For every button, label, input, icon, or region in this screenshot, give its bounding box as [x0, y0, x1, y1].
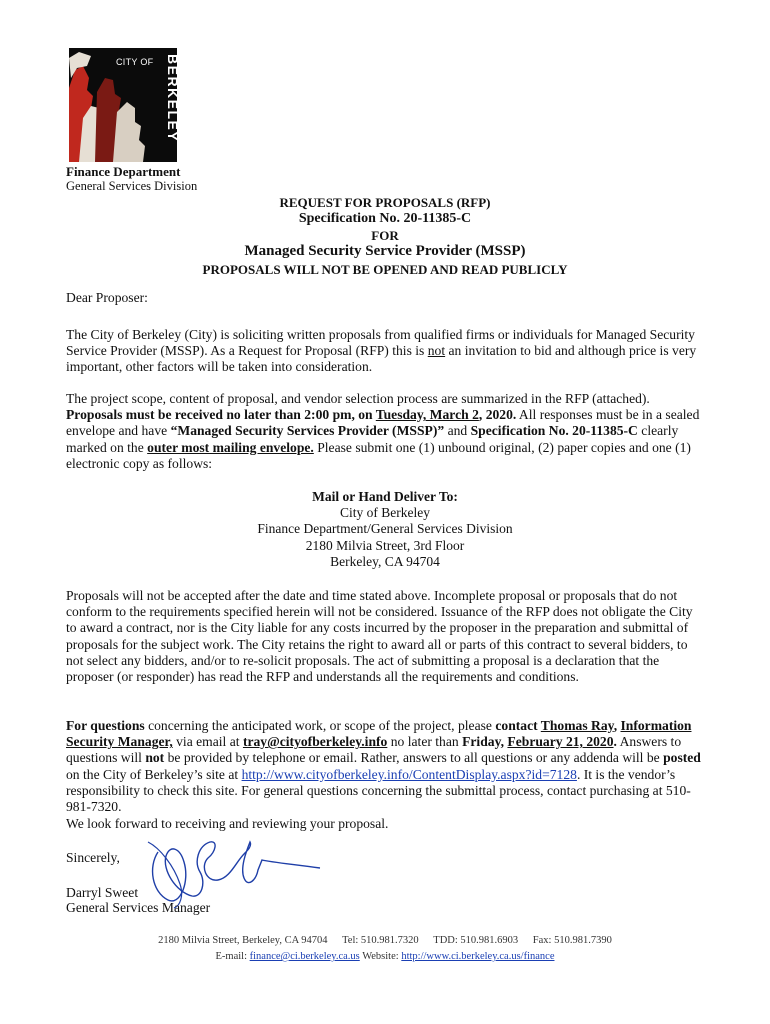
footer-tel: Tel: 510.981.7320 — [342, 935, 419, 946]
footer-fax: Fax: 510.981.7390 — [532, 935, 612, 946]
address-line: 2180 Milvia Street, 3rd Floor — [305, 537, 465, 553]
specification-number: Specification No. 20-11385-C — [298, 211, 472, 226]
department-name: Finance Department — [66, 164, 181, 179]
footer-website-link[interactable]: http://www.ci.berkeley.ca.us/finance — [401, 951, 555, 962]
paragraph-closing: We look forward to receiving and reviewing your proposal. — [66, 816, 389, 831]
contact-email-link[interactable]: tray@cityofberkeley.info — [242, 734, 388, 750]
content-display-link[interactable]: http://www.cityofberkeley.info/ContentDisplay.aspx?id=7128 — [241, 766, 577, 782]
public-opening-notice: PROPOSALS WILL NOT BE OPENED AND READ PUBLICLY — [202, 262, 568, 277]
division-name: General Services Division — [66, 179, 198, 193]
footer-web-line: E-mail: finance@ci.berkeley.ca.us Website: http://www.ci.berkeley.ca.us/finance — [215, 951, 555, 962]
logo-berkeley-text: BERKELEY — [165, 54, 181, 143]
mailing-address-block — [0, 489, 770, 570]
title-for: FOR — [371, 228, 399, 243]
address-heading: Mail or Hand Deliver To: — [312, 489, 458, 504]
logo-city-of-text: CITY OF — [116, 57, 154, 67]
contact-title: Information Security Manager, — [66, 718, 692, 750]
deadline-date: Tuesday, March 2 — [375, 407, 479, 423]
rfp-title: REQUEST FOR PROPOSALS (RFP) — [279, 195, 491, 210]
city-of-berkeley-logo — [69, 48, 181, 162]
footer-email-link[interactable]: finance@ci.berkeley.ca.us — [249, 951, 360, 962]
paragraph-conditions: Proposals will not be accepted after the date and time stated above. Incomplete proposal or proposals that do not conform to the requirements specified herein will not be considered. Issuance of the RFP does not obligate the City to award a contract, nor is the City liable for any costs incurred by the proposer in the preparation and submittal of proposals for the subject work. The City retains the right to award all or parts of this contract to several bidders, to not select any bidders, and/or to re-solicit proposals. The act of submitting a proposal is a declaration that the proposer (or responder) has read the RFP and understands all the requirements and conditions. — [66, 588, 693, 685]
signer-name: Darryl Sweet — [66, 885, 139, 900]
paragraph-questions: For questions concerning the anticipated work, or scope of the project, please contact Thomas Ray, Information Security Manager, via email at tray@cityofberkeley.info no later than Friday, February 21, 2020. Answers to questions will not be provided by telephone or email. Rather, answers to all questions or any addenda will be posted on the City of Berkeley’s site at http://www.cityofberkeley.info/ContentDisplay.aspx?id=7128. It is the vendor’s responsibility to check this site. For general questions concerning the submittal process, contact purchasing at 510-981-7320. — [66, 718, 701, 815]
footer-address: 2180 Milvia Street, Berkeley, CA 94704 — [158, 935, 328, 946]
project-title: Managed Security Service Provider (MSSP) — [244, 243, 526, 259]
paragraph-submission: The project scope, content of proposal, and vendor selection process are summarized in the RFP (attached). Proposals must be received no later than 2:00 pm, on Tuesday, March 2, 2020. All responses must be in a sealed envelope and have “Managed Security Services Provider (MSSP)” and Specification No. 20-11385-C clearly marked on the outer most mailing envelope. Please submit one (1) unbound original, (2) paper copies and one (1) electronic copy as follows: — [66, 391, 700, 471]
closing-salutation: Sincerely, — [66, 850, 120, 865]
contact-name: Thomas Ray — [540, 718, 614, 733]
paragraph-intro: The City of Berkeley (City) is soliciting written proposals from qualified firms or individuals for Managed Security Service Provider (MSSP). As a Request for Proposal (RFP) this is not an invitation to bid and although price is very important, other factors will be taken into consideration. — [66, 327, 697, 375]
address-line: Berkeley, CA 94704 — [330, 553, 440, 569]
address-line: Finance Department/General Services Division — [257, 521, 513, 537]
signer-title: General Services Manager — [66, 900, 211, 915]
footer-tdd: TDD: 510.981.6903 — [433, 935, 519, 946]
footer-contact-line — [0, 935, 770, 946]
address-line: City of Berkeley — [340, 505, 430, 521]
greeting: Dear Proposer: — [66, 290, 148, 305]
